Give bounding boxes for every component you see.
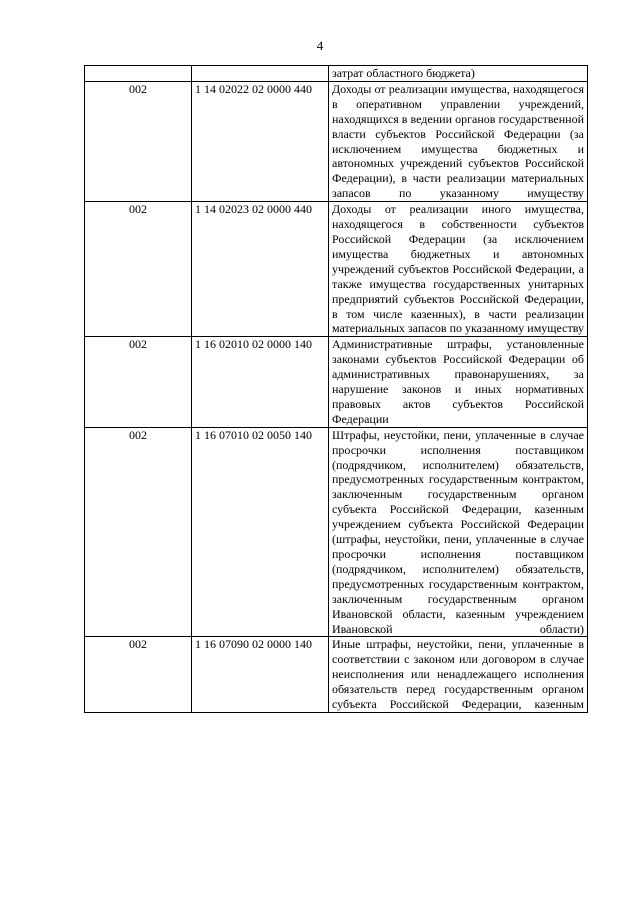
budget-code-cell: 1 16 07010 02 0050 140 [192,427,329,637]
revenue-name-cell: Доходы от реализации иного имущества, находящегося в собственности субъектов Российской Федерации (за исключением имущества бюджетных и автономных учреждений субъектов Российской Федерации, а также имущества государственных унитарных предприятий субъектов Российской Федерации, в том числе казенных), в части реализации материальных запасов по указанному имуществу [329,202,588,337]
budget-code-cell: 1 16 02010 02 0000 140 [192,337,329,427]
table-row [85,202,588,337]
admin-code-cell: 002 [85,427,192,637]
table-row [85,637,588,713]
table-row [85,66,588,82]
budget-code-cell: 1 14 02022 02 0000 440 [192,81,329,201]
page-number: 4 [316,38,324,53]
revenue-codes-table [84,65,588,713]
table-row [85,337,588,427]
revenue-name-cell: Иные штрафы, неустойки, пени, уплаченные в соответствии с законом или договором в случае неисполнения или ненадлежащего исполнения обязательств перед государственным органом субъекта Российской Федерации, казенным [329,637,588,713]
admin-code-cell: 002 [85,637,192,713]
revenue-name-cell: затрат областного бюджета) [329,66,588,82]
budget-code-cell: 1 14 02023 02 0000 440 [192,202,329,337]
budget-code-cell [192,66,329,82]
admin-code-cell: 002 [85,81,192,201]
table-row [85,81,588,201]
revenue-name-cell: Административные штрафы, установленные законами субъектов Российской Федерации об административных правонарушениях, за нарушение законов и иных нормативных правовых актов субъектов Российской Федерации [329,337,588,427]
admin-code-cell: 002 [85,337,192,427]
table-row [85,427,588,637]
budget-code-cell: 1 16 07090 02 0000 140 [192,637,329,713]
admin-code-cell [85,66,192,82]
revenue-name-cell: Доходы от реализации имущества, находящегося в оперативном управлении учреждений, находящихся в ведении органов государственной власти субъектов Российской Федерации (за исключением имущества бюджетных и автономных учреждений субъектов Российской Федерации), в части реализации материальных запасов по указанному имуществу [329,81,588,201]
admin-code-cell: 002 [85,202,192,337]
revenue-name-cell: Штрафы, неустойки, пени, уплаченные в случае просрочки исполнения поставщиком (подрядчиком, исполнителем) обязательств, предусмотренных государственным контрактом, заключенным государственным органом субъекта Российской Федерации, казенным учреждением субъекта Российской Федерации (штрафы, неустойки, пени, уплаченные в случае просрочки исполнения поставщиком (подрядчиком, исполнителем) обязательств, предусмотренных государственным контрактом, заключенным государственным органом Ивановской области, казенным учреждением Ивановской области) [329,427,588,637]
